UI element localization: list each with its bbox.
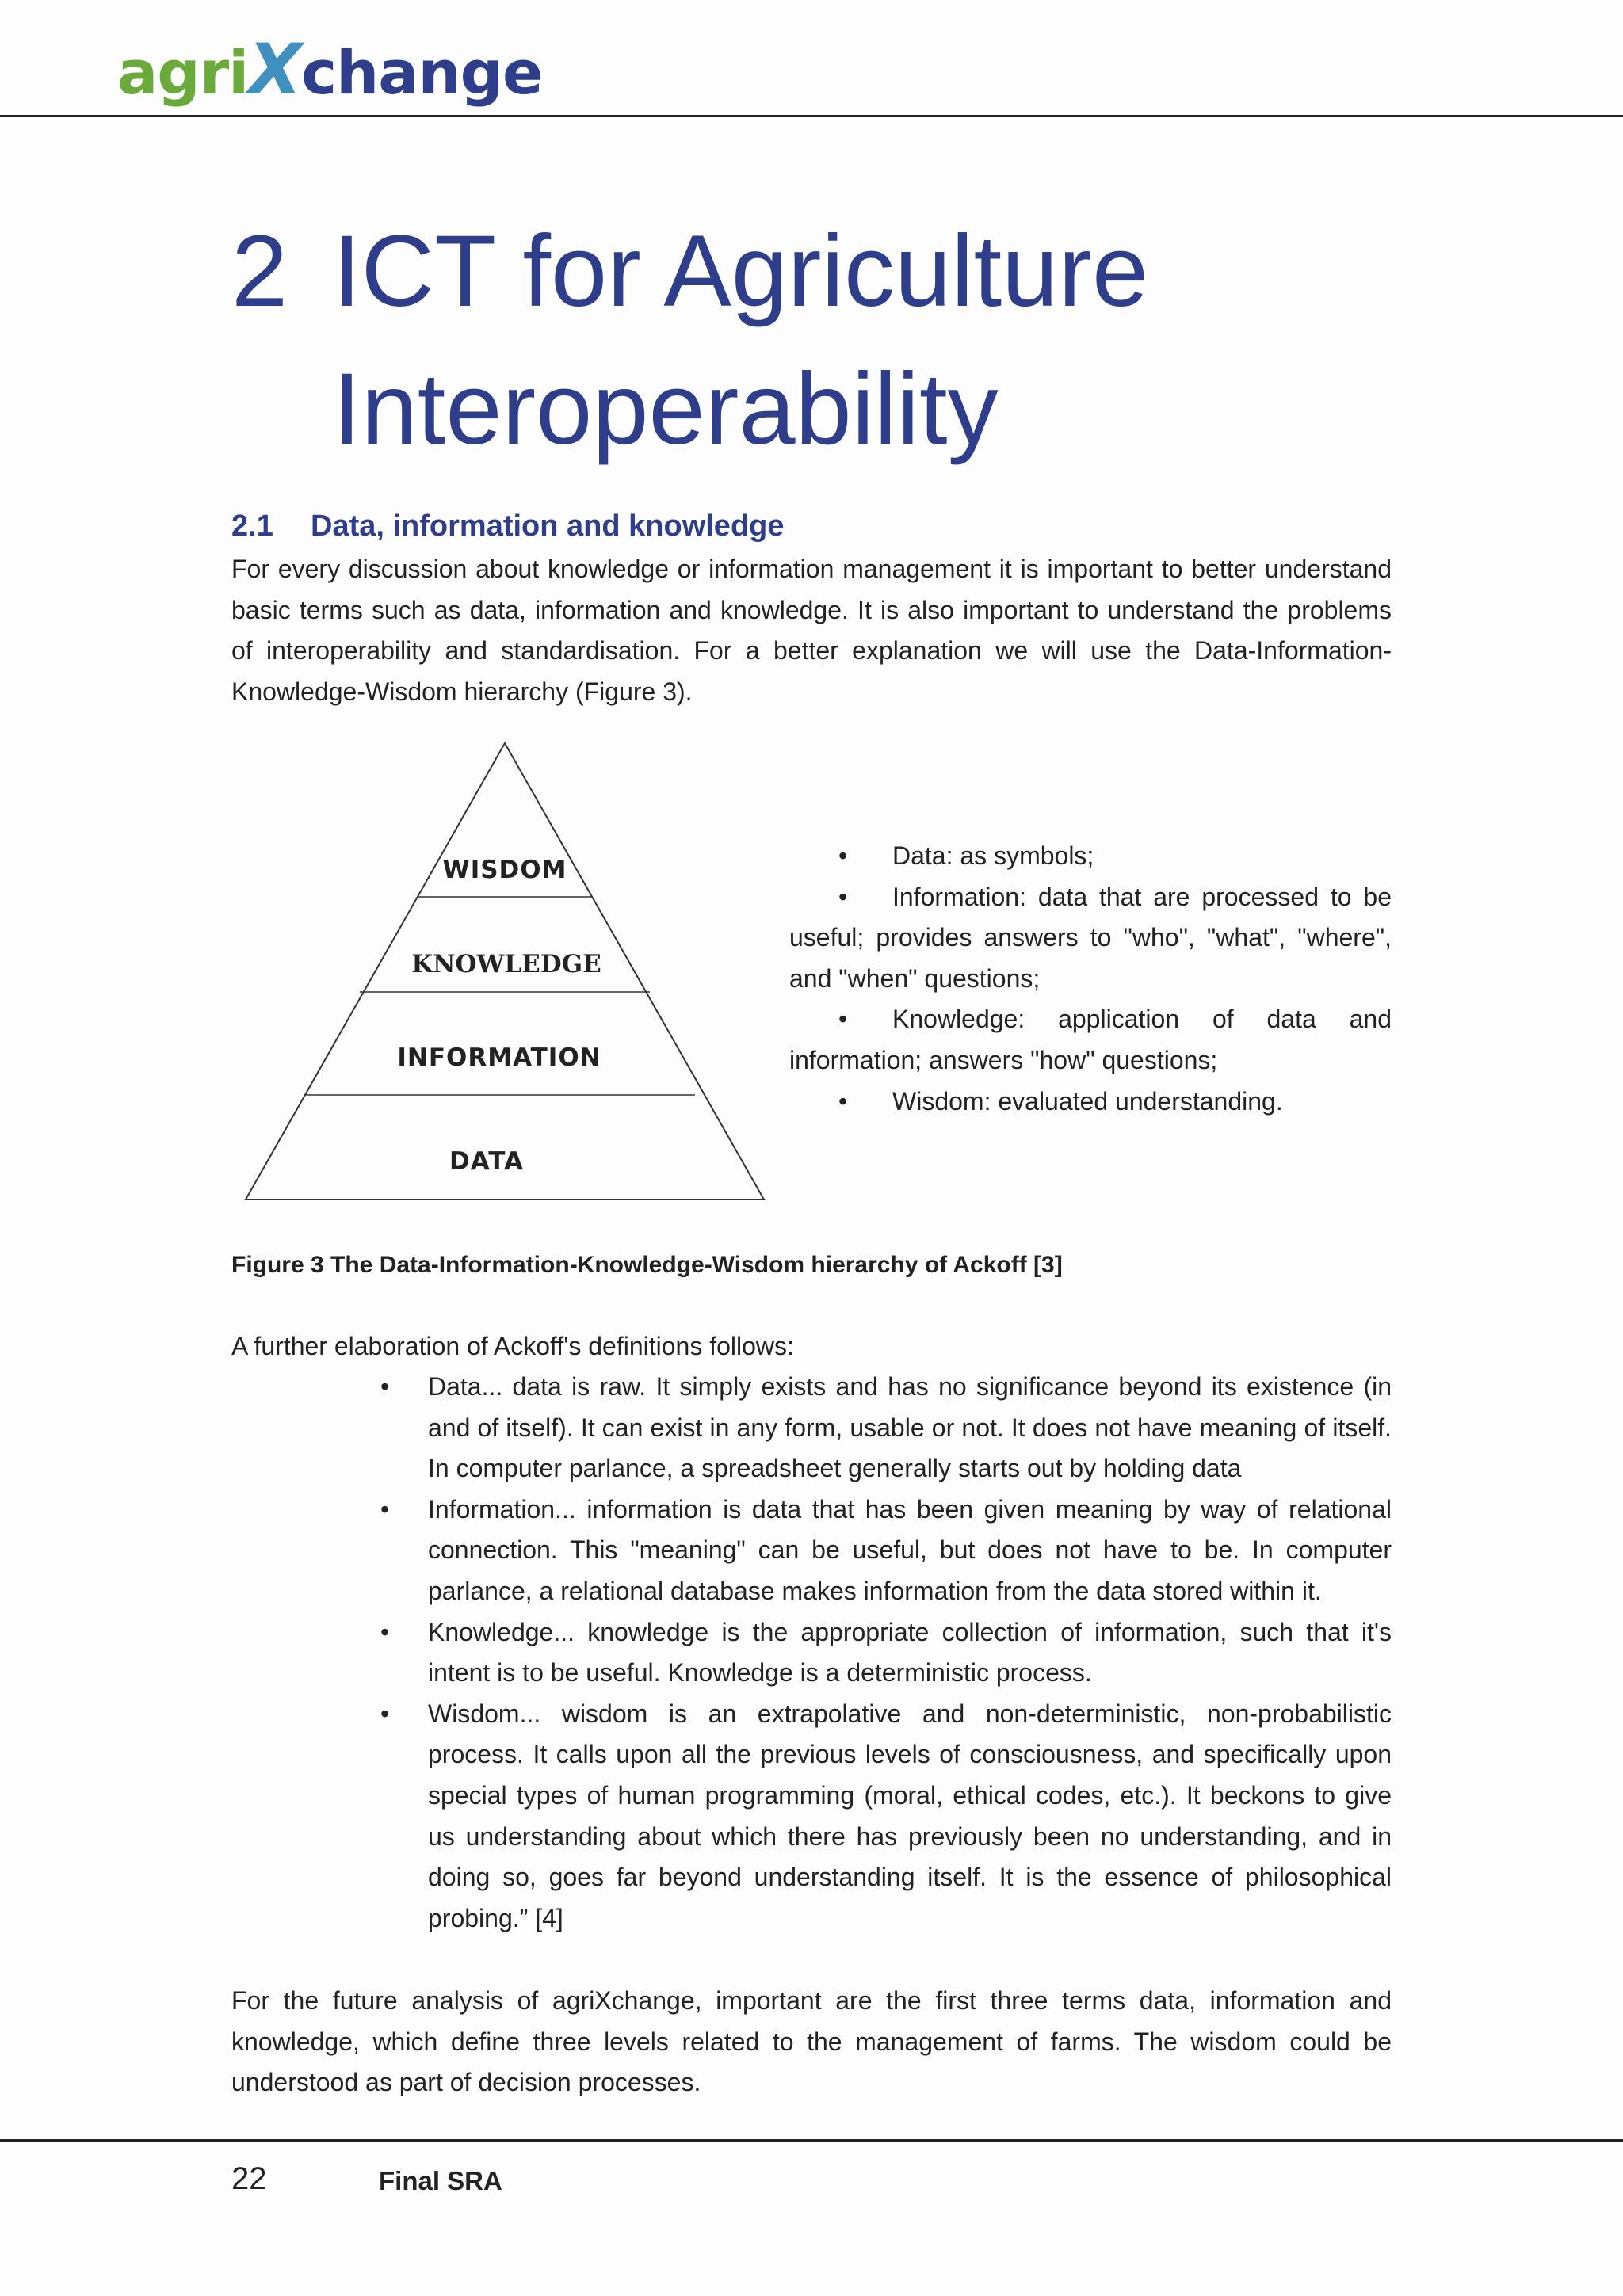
bullet-icon: • — [380, 1699, 390, 1728]
bullet-icon: • — [838, 1086, 848, 1116]
dikw-pyramid — [238, 738, 777, 1206]
section-number: 2.1 — [231, 509, 273, 543]
definitions-intro: A further elaboration of Ackoff's definitions follows: — [231, 1332, 794, 1360]
list-item: • Information... information is data that has been given meaning by way of relational connection. This "meaning" can be useful, but does not have to be. In computer parlance, a relational database makes information from the data stored within it. — [380, 1489, 1392, 1612]
agrixchange-logo — [117, 30, 543, 113]
footer-rule — [0, 2139, 1623, 2142]
list-item: • Data... data is raw. It simply exists and has no significance beyond its existence (in and of itself). It can exist in any form, usable or not. It does not have meaning of itself. In computer parlance, a spreadsheet generally starts out by holding data — [380, 1367, 1392, 1489]
closing-paragraph: For the future analysis of agriXchange, important are the first three terms data, information and knowledge, which define three levels related to the management of farms. The wisdom could be understood as part of decision processes. — [231, 1986, 1392, 2097]
logo-x: X — [248, 29, 302, 110]
pyramid-label-knowledge: KNOWLEDGE — [411, 950, 601, 978]
page-number: 22 — [231, 2161, 267, 2196]
bullet-icon: • — [380, 1617, 390, 1646]
header-rule — [0, 115, 1623, 117]
chapter-number: 2 — [231, 215, 288, 328]
list-item: • Data: as symbols; — [789, 836, 1392, 877]
bullet-icon: • — [838, 882, 848, 911]
section-heading — [231, 505, 785, 547]
bullet-icon: • — [838, 1005, 848, 1034]
chapter-title-line2: Interoperability — [333, 353, 999, 466]
intro-paragraph: For every discussion about knowledge or information management it is important to better understand basic terms such as data, information and knowledge. It is also important to understand the problems of interoperability and standardisation. For a better explanation we will use the Data-Information-Knowledge-Wisdom hierarchy (Figure 3). — [231, 555, 1392, 706]
bullet-icon: • — [838, 841, 848, 870]
list-item: • Knowledge: application of data and information; answers "how" questions; — [789, 999, 1392, 1081]
pyramid-label-data: DATA — [449, 1147, 525, 1176]
definitions-list — [380, 1367, 1392, 1939]
logo-agri: agri — [117, 37, 249, 108]
pyramid-label-wisdom: WISDOM — [442, 856, 567, 884]
pyramid-label-information: INFORMATION — [397, 1043, 601, 1072]
list-item: • Wisdom... wisdom is an extrapolative and non-deterministic, non-probabilistic process. It calls upon all the previous levels of consciousness, and specifically upon special types of human programming (moral, ethical codes, etc.). It beckons to give us understanding about which there has previously been no understanding, and in doing so, goes far beyond understanding itself. It is the essence of philosophical probing.” [4] — [380, 1694, 1392, 1939]
footer-label: Final SRA — [379, 2166, 502, 2195]
logo-change: change — [301, 37, 543, 108]
list-item: • Knowledge... knowledge is the appropriate collection of information, such that it's intent is to be useful. Knowledge is a deterministic process. — [380, 1612, 1392, 1694]
section-title: Data, information and knowledge — [311, 509, 785, 543]
bullet-icon: • — [380, 1494, 390, 1524]
dikw-summary-list — [789, 836, 1392, 1122]
list-item: • Information: data that are processed to be useful; provides answers to "who", "what", "where", and "when" questions; — [789, 877, 1392, 1000]
list-item: • Wisdom: evaluated understanding. — [789, 1081, 1392, 1123]
bullet-icon: • — [380, 1372, 390, 1401]
figure-caption: Figure 3 The Data-Information-Knowledge-Wisdom hierarchy of Ackoff [3] — [231, 1252, 1063, 1278]
chapter-title-line1: ICT for Agriculture — [333, 215, 1149, 328]
